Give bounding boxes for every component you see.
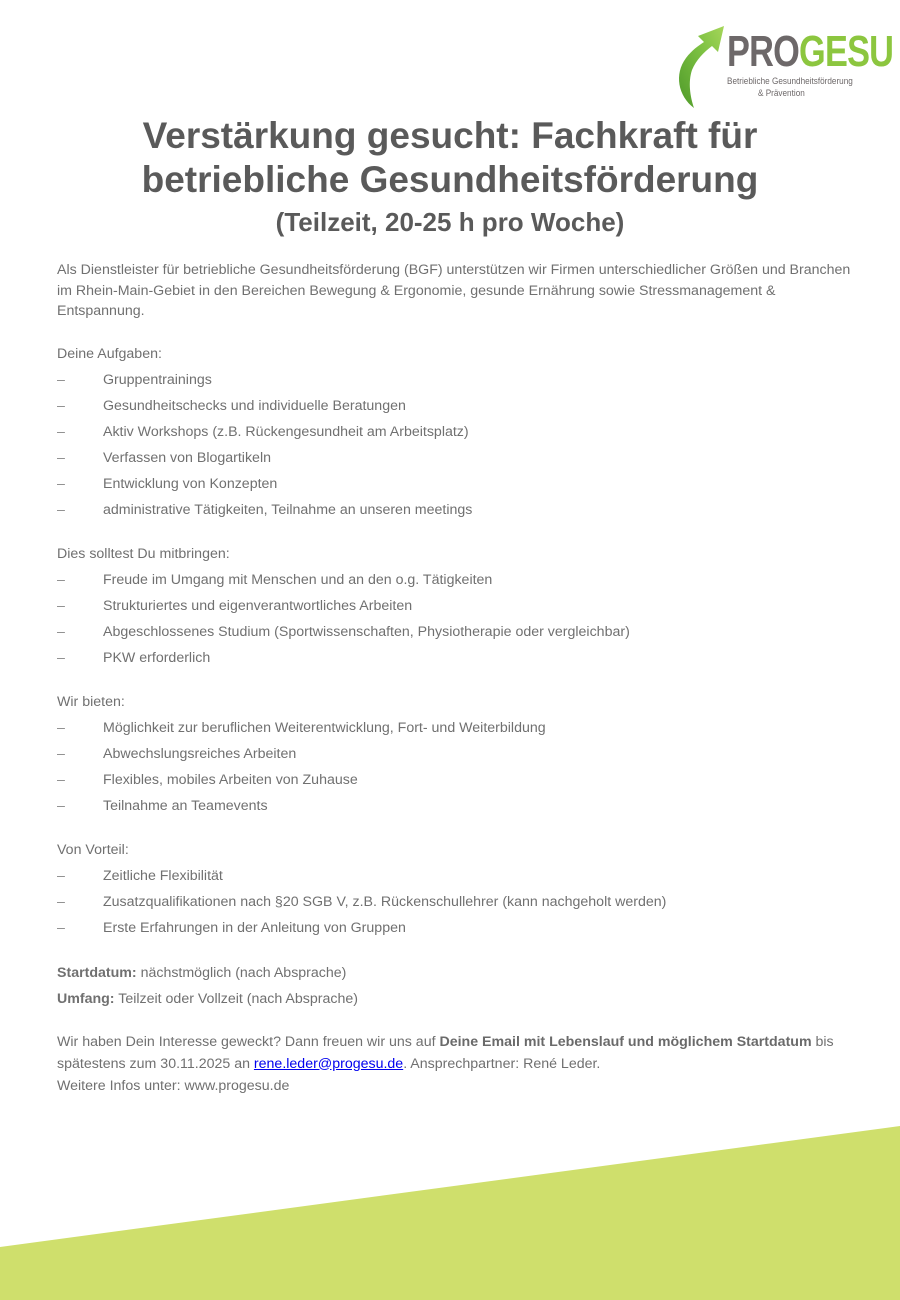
list-item <box>57 593 857 619</box>
list-item <box>57 419 857 445</box>
logo-wordmark <box>727 27 894 76</box>
dash-bullet-icon: – <box>57 475 65 492</box>
dash-bullet-icon: – <box>57 867 65 884</box>
page-subtitle: (Teilzeit, 20-25 h pro Woche) <box>275 207 625 237</box>
scope <box>57 986 857 1012</box>
dash-bullet-icon: – <box>57 623 65 640</box>
list-item-text: Strukturiertes und eigenverantwortliches Arbeiten <box>103 597 413 614</box>
closing-bold: Deine Email mit Lebenslauf und möglichem Startdatum <box>439 1033 812 1050</box>
dash-bullet-icon: – <box>57 919 65 936</box>
section-requirements <box>57 543 857 671</box>
list-item-text: Abwechslungsreiches Arbeiten <box>103 745 297 762</box>
start-date-label: Startdatum: <box>57 964 137 981</box>
advantages-list <box>57 863 857 941</box>
closing-paragraph <box>57 1031 857 1097</box>
list-item <box>57 567 857 593</box>
dash-bullet-icon: – <box>57 745 65 762</box>
page-title-line1: Verstärkung gesucht: Fachkraft für <box>142 115 758 156</box>
list-item-text: Gesundheitschecks und individuelle Beratungen <box>103 397 406 414</box>
benefits-list <box>57 715 857 819</box>
list-item <box>57 741 857 767</box>
list-item <box>57 645 857 671</box>
section-tasks <box>57 343 857 523</box>
progesu-logo <box>672 22 894 110</box>
list-item <box>57 889 857 915</box>
list-item-text: PKW erforderlich <box>103 649 211 666</box>
list-item-text: Abgeschlossenes Studium (Sportwissenschaften, Physiotherapie oder vergleichbar) <box>103 623 630 640</box>
dash-bullet-icon: – <box>57 649 65 666</box>
list-item-text: Teilnahme an Teamevents <box>103 797 268 814</box>
dash-bullet-icon: – <box>57 719 65 736</box>
section-title: Von Vorteil: <box>57 841 129 858</box>
dash-bullet-icon: – <box>57 423 65 440</box>
list-item <box>57 393 857 419</box>
dash-bullet-icon: – <box>57 771 65 788</box>
job-facts <box>57 960 857 1012</box>
logo-gesu: GESU <box>799 27 894 76</box>
list-item-text: Flexibles, mobiles Arbeiten von Zuhause <box>103 771 358 788</box>
list-item-text: Erste Erfahrungen in der Anleitung von Gruppen <box>103 919 406 936</box>
arrow-up-curve-icon <box>672 22 732 110</box>
list-item <box>57 793 857 819</box>
list-item-text: Verfassen von Blogartikeln <box>103 449 271 466</box>
list-item-text: Freude im Umgang mit Menschen und an den o.g. Tätigkeiten <box>103 571 493 588</box>
section-advantages <box>57 839 857 941</box>
dash-bullet-icon: – <box>57 397 65 414</box>
section-benefits <box>57 691 857 819</box>
list-item <box>57 715 857 741</box>
section-title: Wir bieten: <box>57 693 125 710</box>
list-item <box>57 367 857 393</box>
list-item-text: Gruppentrainings <box>103 371 212 388</box>
dash-bullet-icon: – <box>57 449 65 466</box>
page-title-line2: betriebliche Gesundheitsförderung <box>141 159 759 200</box>
scope-value: Teilzeit oder Vollzeit (nach Absprache) <box>114 990 358 1007</box>
logo-pro: PRO <box>727 27 800 76</box>
logo-tagline-line2: & Prävention <box>758 88 805 99</box>
list-item-text: Möglichkeit zur beruflichen Weiterentwicklung, Fort- und Weiterbildung <box>103 719 546 736</box>
closing-text-2: bis spätestens zum 30.11.2025 an <box>57 1033 834 1072</box>
list-item-text: Zeitliche Flexibilität <box>103 867 223 884</box>
email-link[interactable]: rene.leder@progesu.de <box>253 1055 404 1072</box>
list-item <box>57 497 857 523</box>
list-item <box>57 767 857 793</box>
closing-text-3: . Ansprechpartner: René Leder. <box>403 1055 601 1072</box>
task-list <box>57 367 857 523</box>
list-item-text: Entwicklung von Konzepten <box>103 475 278 492</box>
list-item <box>57 619 857 645</box>
dash-bullet-icon: – <box>57 371 65 388</box>
dash-bullet-icon: – <box>57 501 65 518</box>
logo-tagline-line1: Betriebliche Gesundheitsförderung <box>727 76 853 87</box>
dash-bullet-icon: – <box>57 797 65 814</box>
list-item <box>57 915 857 941</box>
closing-text-1: Wir haben Dein Interesse geweckt? Dann freuen wir uns auf <box>57 1033 440 1050</box>
start-date-value: nächstmöglich (nach Absprache) <box>136 964 347 981</box>
dash-bullet-icon: – <box>57 893 65 910</box>
list-item-text: Aktiv Workshops (z.B. Rückengesundheit am Arbeitsplatz) <box>103 423 469 440</box>
list-item-text: Zusatzqualifikationen nach §20 SGB V, z.B. Rückenschullehrer (kann nachgeholt werden) <box>103 893 667 910</box>
intro-paragraph: Als Dienstleister für betriebliche Gesundheitsförderung (BGF) unterstützen wir Firmen unterschiedlicher Größen und Branchen im Rhein-Main-Gebiet in den Bereichen Bewegung & Ergonomie, gesunde Ernährung sowie Stressmanagement & Entspannung. <box>57 262 851 319</box>
list-item <box>57 445 857 471</box>
scope-label: Umfang: <box>57 990 115 1007</box>
requirements-list <box>57 567 857 671</box>
job-description <box>57 260 857 1097</box>
website-info: Weitere Infos unter: www.progesu.de <box>57 1077 290 1094</box>
list-item <box>57 471 857 497</box>
list-item <box>57 863 857 889</box>
start-date <box>57 960 857 986</box>
dash-bullet-icon: – <box>57 597 65 614</box>
section-title: Dies solltest Du mitbringen: <box>57 545 230 562</box>
dash-bullet-icon: – <box>57 571 65 588</box>
list-item-text: administrative Tätigkeiten, Teilnahme an unseren meetings <box>103 501 473 518</box>
section-title: Deine Aufgaben: <box>57 345 162 362</box>
